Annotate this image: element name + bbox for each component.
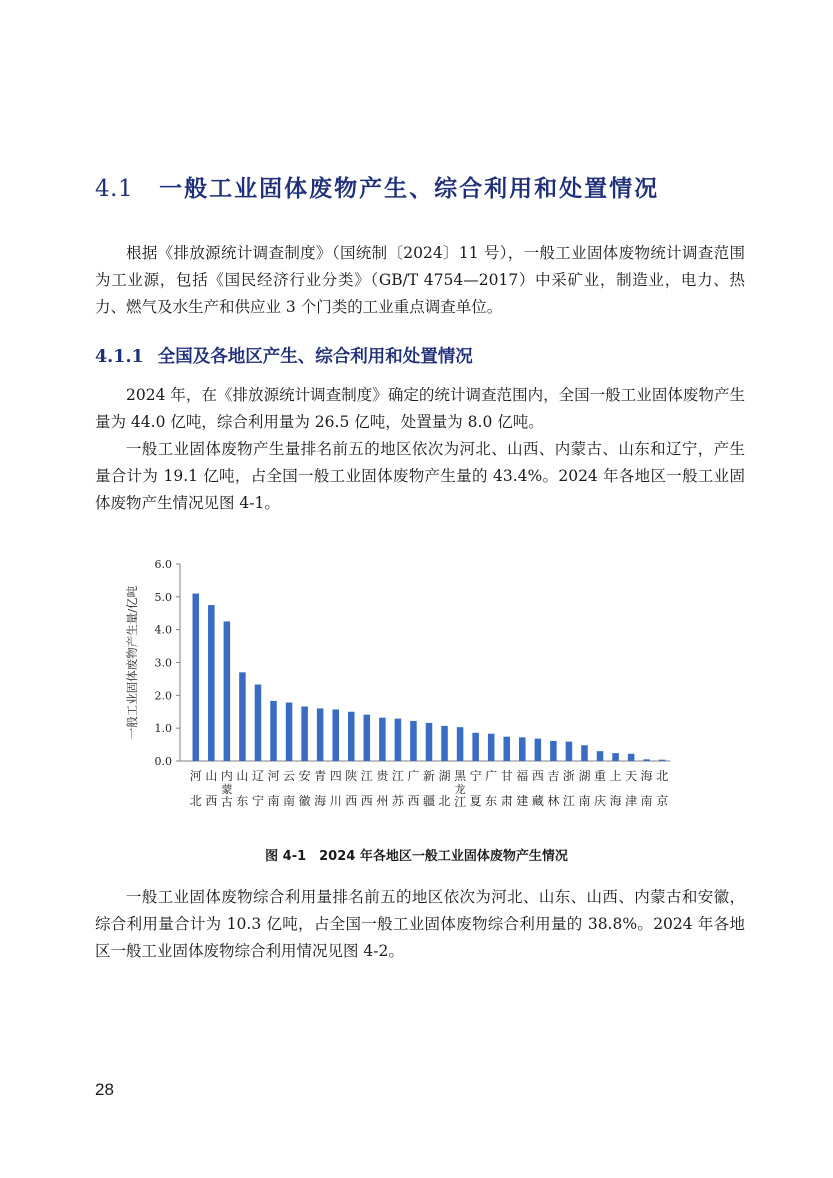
- bar-青海: [317, 708, 324, 761]
- paragraph-national-totals: 2024 年，在《排放源统计调查制度》确定的统计调查范围内，全国一般工业固体废物产生量为 44.0 亿吨，综合利用量为 26.5 亿吨，处置量为 8.0 亿吨。: [95, 386, 745, 431]
- x-tick-label-湖北: 湖北: [438, 769, 451, 808]
- bar-湖南: [581, 745, 588, 761]
- bar-安徽: [301, 706, 308, 761]
- x-tick-label-福建: 福建: [516, 769, 529, 808]
- bar-重庆: [597, 751, 604, 761]
- bar-甘肃: [503, 737, 510, 761]
- page-number: 28: [95, 1080, 114, 1099]
- bar-云南: [286, 703, 293, 761]
- y-tick-label: 1.0: [154, 722, 172, 736]
- bar-湖北: [441, 726, 448, 761]
- bar-河北: [193, 594, 200, 761]
- x-tick-label-西藏: 西藏: [531, 769, 544, 808]
- bar-河南: [270, 701, 277, 761]
- y-tick-label: 3.0: [154, 656, 172, 670]
- y-tick-label: 2.0: [154, 689, 172, 703]
- bar-浙江: [566, 742, 573, 761]
- y-tick-label: 4.0: [154, 623, 172, 637]
- paragraph-top-five-generation: 一般工业固体废物产生量排名前五的地区依次为河北、山西、内蒙古、山东和辽宁，产生量合计为 19.1 亿吨，占全国一般工业固体废物产生量的 43.4%。2024 年各地区一般工业固体废物产生情况见图 4-1。: [95, 440, 745, 512]
- bar-chart-figure: [110, 548, 710, 838]
- x-tick-label-河北: 河北: [189, 769, 202, 808]
- x-tick-label-重庆: 重庆: [594, 769, 607, 808]
- x-tick-label-内蒙古: 内蒙古: [220, 769, 233, 809]
- bar-广东: [488, 734, 495, 761]
- bar-吉林: [550, 741, 557, 761]
- x-tick-label-上海: 上海: [609, 769, 622, 808]
- x-tick-label-浙江: 浙江: [562, 769, 575, 808]
- x-tick-label-云南: 云南: [283, 769, 296, 808]
- paragraph-top-five-utilization: 一般工业固体废物综合利用量排名前五的地区依次为河北、山东、山西、内蒙古和安徽，综合利用量合计为 10.3 亿吨，占全国一般工业固体废物综合利用量的 38.8%。2024 年各地区一般工业固体废物综合利用情况见图 4-2。: [95, 888, 745, 960]
- y-axis-title: 一般工业固体废物产生量/亿吨: [125, 585, 139, 740]
- y-tick-label: 0.0: [154, 755, 172, 768]
- x-tick-label-广东: 广东: [485, 769, 498, 808]
- x-tick-label-河南: 河南: [267, 769, 280, 808]
- x-tick-label-广西: 广西: [407, 769, 420, 808]
- x-tick-label-山西: 山西: [205, 769, 218, 808]
- x-tick-label-天津: 天津: [625, 769, 638, 808]
- x-tick-label-四川: 四川: [329, 769, 342, 808]
- x-tick-label-江西: 江西: [360, 769, 373, 808]
- bar-新疆: [426, 723, 433, 761]
- x-tick-label-吉林: 吉林: [547, 769, 560, 808]
- bar-广西: [410, 721, 417, 761]
- bar-西藏: [535, 739, 542, 761]
- section-title: 一般工业固体废物产生、综合利用和处置情况: [159, 175, 660, 202]
- x-tick-label-湖南: 湖南: [578, 769, 591, 808]
- bar-山东: [239, 672, 246, 761]
- bar-海南: [643, 759, 650, 761]
- bar-福建: [519, 737, 526, 761]
- bar-山西: [208, 605, 215, 761]
- x-tick-label-贵州: 贵州: [376, 769, 389, 808]
- paragraph-scope: 根据《排放源统计调查制度》（国统制〔2024〕11 号），一般工业固体废物统计调查范围为工业源，包括《国民经济行业分类》（GB/T 4754—2017）中采矿业，制造业，电力、热力、燃气及水生产和供应业 3 个门类的工业重点调查单位。: [95, 244, 745, 316]
- bar-贵州: [379, 718, 386, 761]
- x-tick-label-黑龙江: 黑龙江: [454, 769, 467, 809]
- bar-chart: [110, 548, 710, 838]
- x-tick-label-宁夏: 宁夏: [469, 769, 482, 808]
- x-tick-label-青海: 青海: [314, 769, 327, 808]
- section-heading: [95, 170, 659, 203]
- bar-天津: [628, 754, 635, 761]
- bar-江苏: [395, 719, 402, 761]
- bar-北京: [659, 760, 666, 761]
- x-tick-label-辽宁: 辽宁: [251, 769, 264, 808]
- x-tick-label-海南: 海南: [640, 769, 653, 808]
- bar-上海: [612, 753, 619, 761]
- bar-宁夏: [472, 733, 479, 761]
- x-tick-label-新疆: 新疆: [422, 769, 436, 808]
- x-tick-label-山东: 山东: [236, 769, 249, 808]
- section-number: 4.1: [95, 176, 134, 202]
- x-tick-label-北京: 北京: [656, 769, 669, 808]
- y-tick-label: 6.0: [154, 558, 172, 571]
- x-tick-label-江苏: 江苏: [391, 769, 404, 808]
- x-tick-label-甘肃: 甘肃: [500, 769, 513, 808]
- bar-陕西: [348, 712, 355, 761]
- subsection-title: 全国及各地区产生、综合利用和处置情况: [157, 347, 473, 367]
- bar-黑龙江: [457, 727, 464, 761]
- subsection-heading: [95, 343, 473, 368]
- y-tick-label: 5.0: [154, 590, 172, 604]
- bar-辽宁: [255, 684, 262, 761]
- bar-四川: [332, 709, 339, 761]
- bar-内蒙古: [224, 621, 231, 761]
- subsection-number: 4.1.1: [95, 347, 144, 367]
- x-tick-label-陕西: 陕西: [345, 769, 358, 808]
- bar-江西: [364, 715, 371, 761]
- x-tick-label-安徽: 安徽: [298, 769, 311, 808]
- figure-caption: 图 4-1 2024 年各地区一般工业固体废物产生情况: [265, 849, 568, 864]
